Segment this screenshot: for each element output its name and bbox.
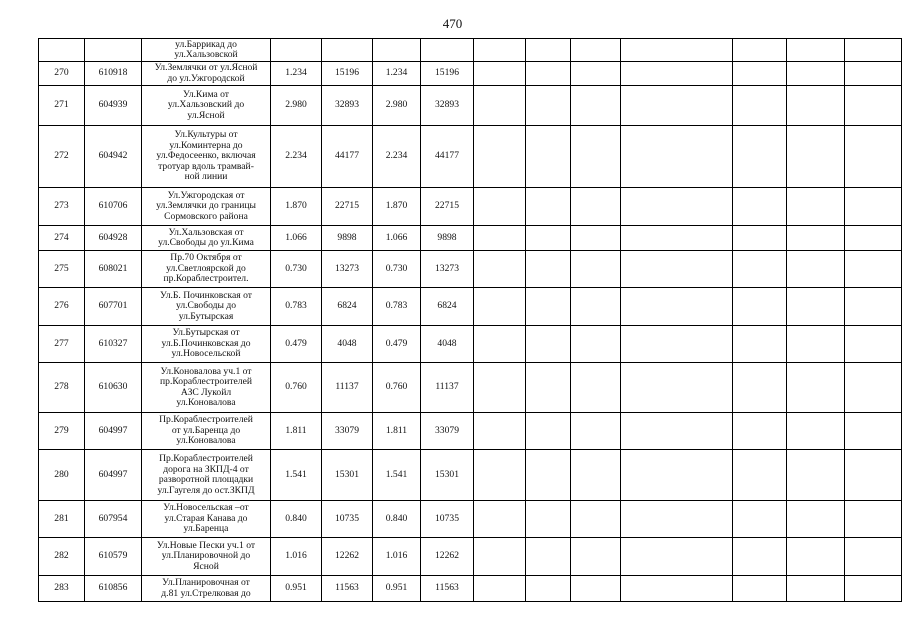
description-line: ул.Старая Канава до — [164, 512, 248, 524]
row-number-cell: 276 — [39, 288, 85, 326]
description-line: пр.Кораблестроител. — [163, 273, 249, 285]
value-cell: 13273 — [421, 251, 474, 288]
description-line: д.81 ул.Стрелковая до — [161, 587, 251, 599]
value-cell: 15196 — [322, 62, 373, 86]
table-row — [39, 363, 902, 413]
description-line: ул.Свободы до ул.Кима — [158, 237, 254, 248]
description-line: Ул.Землячки от ул.Ясной — [154, 62, 258, 73]
empty-cell — [526, 501, 571, 538]
empty-cell — [845, 576, 902, 602]
empty-cell — [571, 251, 621, 288]
page-number: 470 — [442, 16, 463, 31]
description-line: Ул.Хальзовская от — [168, 226, 244, 238]
value-cell: 22715 — [322, 188, 373, 226]
description-line: Сормовского района — [164, 210, 248, 222]
row-number-cell: 275 — [39, 251, 85, 288]
empty-cell — [733, 126, 787, 188]
empty-cell — [845, 62, 902, 86]
value-cell: 4048 — [421, 326, 474, 363]
description-line: Пр.Кораблестроителей — [159, 414, 253, 426]
object-code-cell: 608021 — [85, 251, 142, 288]
empty-cell — [474, 501, 526, 538]
object-code-cell: 604997 — [85, 450, 142, 501]
empty-cell — [787, 363, 845, 413]
empty-cell — [733, 251, 787, 288]
empty-cell — [621, 188, 733, 226]
row-number-cell: 283 — [39, 576, 85, 602]
empty-cell — [474, 39, 526, 62]
value-cell: 1.811 — [373, 413, 421, 450]
value-cell: 33079 — [322, 413, 373, 450]
empty-cell — [845, 126, 902, 188]
empty-cell — [733, 226, 787, 251]
row-number-cell: 272 — [39, 126, 85, 188]
value-cell: 11563 — [322, 576, 373, 602]
empty-cell — [845, 288, 902, 326]
empty-cell — [787, 538, 845, 576]
empty-cell — [845, 251, 902, 288]
object-code-cell: 604942 — [85, 126, 142, 188]
empty-cell — [733, 450, 787, 501]
empty-cell — [733, 413, 787, 450]
value-cell: 9898 — [322, 226, 373, 251]
value-cell: 44177 — [421, 126, 474, 188]
value-cell: 0.840 — [373, 501, 421, 538]
empty-cell — [571, 39, 621, 62]
empty-cell — [787, 326, 845, 363]
row-number-cell: 279 — [39, 413, 85, 450]
empty-cell — [571, 126, 621, 188]
table-row — [39, 538, 902, 576]
table-body — [39, 39, 902, 602]
empty-cell — [526, 363, 571, 413]
empty-cell — [787, 288, 845, 326]
empty-cell — [571, 326, 621, 363]
empty-cell — [733, 326, 787, 363]
empty-cell — [571, 501, 621, 538]
empty-cell — [845, 501, 902, 538]
empty-cell — [526, 538, 571, 576]
value-cell: 1.234 — [373, 62, 421, 86]
empty-cell — [526, 86, 571, 126]
empty-cell — [621, 226, 733, 251]
description-line: ул.Коновалова — [176, 397, 236, 408]
value-cell: 13273 — [322, 251, 373, 288]
description-line: ул.Землячки до границы — [156, 200, 256, 212]
empty-cell — [733, 288, 787, 326]
empty-cell — [621, 62, 733, 86]
empty-cell — [845, 450, 902, 501]
value-cell: 32893 — [322, 86, 373, 126]
value-cell: 32893 — [421, 86, 474, 126]
empty-cell — [787, 251, 845, 288]
empty-cell — [526, 226, 571, 251]
empty-cell — [733, 576, 787, 602]
empty-cell — [621, 251, 733, 288]
empty-cell — [787, 501, 845, 538]
value-cell: 11137 — [421, 363, 474, 413]
table-row — [39, 126, 902, 188]
empty-cell — [474, 363, 526, 413]
value-cell: 0.479 — [271, 326, 322, 363]
empty-cell — [787, 226, 845, 251]
value-cell: 1.541 — [373, 450, 421, 501]
value-cell: 12262 — [322, 538, 373, 576]
table-row — [39, 450, 902, 501]
empty-cell — [621, 538, 733, 576]
empty-cell — [621, 501, 733, 538]
empty-cell — [787, 39, 845, 62]
empty-cell — [787, 413, 845, 450]
value-cell — [271, 39, 322, 62]
empty-cell — [474, 226, 526, 251]
empty-cell — [571, 86, 621, 126]
value-cell: 6824 — [322, 288, 373, 326]
empty-cell — [571, 576, 621, 602]
table-row — [39, 288, 902, 326]
value-cell: 1.066 — [373, 226, 421, 251]
object-code-cell: 610706 — [85, 188, 142, 226]
object-code-cell: 610579 — [85, 538, 142, 576]
empty-cell — [621, 413, 733, 450]
value-cell: 0.760 — [373, 363, 421, 413]
empty-cell — [845, 86, 902, 126]
empty-cell — [733, 363, 787, 413]
empty-cell — [526, 326, 571, 363]
empty-cell — [787, 576, 845, 602]
empty-cell — [526, 450, 571, 501]
row-number-cell: 274 — [39, 226, 85, 251]
road-description-cell — [142, 501, 271, 538]
empty-cell — [787, 62, 845, 86]
road-description-cell — [142, 126, 271, 188]
empty-cell — [787, 450, 845, 501]
description-line: АЗС Лукойл — [180, 386, 232, 398]
empty-cell — [526, 62, 571, 86]
empty-cell — [571, 538, 621, 576]
description-line: Ул.Новые Пески уч.1 от — [156, 539, 256, 551]
row-number-cell: 277 — [39, 326, 85, 363]
description-line: ул.Свободы до — [175, 300, 237, 312]
value-cell: 9898 — [421, 226, 474, 251]
empty-cell — [474, 62, 526, 86]
table-row — [39, 39, 902, 62]
value-cell: 0.951 — [373, 576, 421, 602]
description-line: ул.Планировочной до — [161, 550, 251, 562]
description-line: ул.Светлоярской до — [166, 262, 246, 274]
description-line: Ул.Б. Починковская от — [160, 289, 252, 301]
empty-cell — [845, 413, 902, 450]
empty-cell — [526, 126, 571, 188]
road-description-cell — [142, 188, 271, 226]
row-number-cell: 273 — [39, 188, 85, 226]
table-row — [39, 501, 902, 538]
empty-cell — [845, 226, 902, 251]
value-cell: 33079 — [421, 413, 474, 450]
description-line: Пр.70 Октября от — [170, 252, 242, 264]
row-number-cell: 280 — [39, 450, 85, 501]
description-line: ул.Хальзовской — [174, 49, 238, 60]
object-code-cell — [85, 39, 142, 62]
empty-cell — [621, 450, 733, 501]
description-line: ул.Баренца — [183, 523, 229, 535]
road-description-cell — [142, 576, 271, 602]
value-cell: 1.870 — [271, 188, 322, 226]
value-cell: 15301 — [322, 450, 373, 501]
empty-cell — [787, 86, 845, 126]
object-code-cell: 604997 — [85, 413, 142, 450]
table-row — [39, 413, 902, 450]
description-line: ул.Бутырская — [178, 310, 234, 322]
empty-cell — [733, 62, 787, 86]
empty-cell — [571, 413, 621, 450]
row-number-cell: 282 — [39, 538, 85, 576]
empty-cell — [526, 576, 571, 602]
empty-cell — [474, 251, 526, 288]
row-number-cell — [39, 39, 85, 62]
value-cell — [322, 39, 373, 62]
description-line: ул.Новосельской — [171, 348, 241, 360]
empty-cell — [526, 39, 571, 62]
empty-cell — [733, 86, 787, 126]
row-number-cell: 271 — [39, 86, 85, 126]
value-cell: 10735 — [322, 501, 373, 538]
value-cell: 0.730 — [271, 251, 322, 288]
empty-cell — [474, 413, 526, 450]
object-code-cell: 604928 — [85, 226, 142, 251]
empty-cell — [474, 326, 526, 363]
table-row — [39, 326, 902, 363]
empty-cell — [621, 363, 733, 413]
table-row — [39, 62, 902, 86]
empty-cell — [787, 126, 845, 188]
object-code-cell: 610327 — [85, 326, 142, 363]
value-cell: 1.541 — [271, 450, 322, 501]
empty-cell — [845, 538, 902, 576]
description-line: ул.Коминтерна до — [169, 139, 243, 151]
row-number-cell: 278 — [39, 363, 85, 413]
table-row — [39, 251, 902, 288]
road-description-cell — [142, 450, 271, 501]
empty-cell — [621, 126, 733, 188]
value-cell: 0.479 — [373, 326, 421, 363]
road-description-cell — [142, 288, 271, 326]
description-line: Ул.Культуры от — [174, 129, 238, 141]
value-cell: 10735 — [421, 501, 474, 538]
table-row — [39, 576, 902, 602]
empty-cell — [733, 501, 787, 538]
value-cell: 44177 — [322, 126, 373, 188]
value-cell: 1.066 — [271, 226, 322, 251]
value-cell: 1.870 — [373, 188, 421, 226]
road-description-cell — [142, 251, 271, 288]
empty-cell — [621, 326, 733, 363]
description-line: ной линии — [184, 171, 228, 183]
row-number-cell: 270 — [39, 62, 85, 86]
empty-cell — [526, 413, 571, 450]
description-line: разворотной площадки — [158, 474, 254, 485]
empty-cell — [621, 39, 733, 62]
empty-cell — [621, 86, 733, 126]
empty-cell — [526, 188, 571, 226]
description-line: ул.Хальзовский до — [167, 99, 245, 111]
empty-cell — [733, 538, 787, 576]
description-line: ул.Коновалова — [176, 435, 236, 447]
empty-cell — [571, 226, 621, 251]
empty-cell — [474, 576, 526, 602]
road-description-cell — [142, 326, 271, 363]
empty-cell — [526, 288, 571, 326]
value-cell: 2.980 — [271, 86, 322, 126]
value-cell: 15196 — [421, 62, 474, 86]
value-cell — [421, 39, 474, 62]
description-line: Ул.Ужгородская от — [167, 189, 245, 201]
empty-cell — [474, 450, 526, 501]
object-code-cell: 610918 — [85, 62, 142, 86]
empty-cell — [571, 450, 621, 501]
empty-cell — [733, 188, 787, 226]
empty-cell — [474, 126, 526, 188]
value-cell: 0.951 — [271, 576, 322, 602]
road-description-cell — [142, 413, 271, 450]
object-code-cell: 610856 — [85, 576, 142, 602]
description-line: тротуар вдоль трамвай- — [158, 160, 254, 172]
description-line: Пр.Кораблестроителей — [159, 453, 253, 464]
empty-cell — [526, 251, 571, 288]
value-cell: 0.783 — [373, 288, 421, 326]
description-line: пр.Кораблестроителей — [160, 376, 252, 387]
value-cell: 1.811 — [271, 413, 322, 450]
description-line: ул.Б.Починковская до — [161, 337, 251, 349]
object-code-cell: 604939 — [85, 86, 142, 126]
road-description-cell — [142, 39, 271, 62]
empty-cell — [474, 86, 526, 126]
empty-cell — [621, 576, 733, 602]
object-code-cell: 607701 — [85, 288, 142, 326]
value-cell: 1.234 — [271, 62, 322, 86]
description-line: Ул.Бутырская от — [172, 327, 240, 339]
description-line: от ул.Баренца до — [171, 424, 241, 436]
value-cell: 11563 — [421, 576, 474, 602]
value-cell: 4048 — [322, 326, 373, 363]
value-cell: 2.234 — [271, 126, 322, 188]
empty-cell — [474, 288, 526, 326]
empty-cell — [571, 188, 621, 226]
empty-cell — [845, 39, 902, 62]
description-line: Ул.Кима от — [183, 88, 229, 100]
empty-cell — [787, 188, 845, 226]
description-line: ул.Ясной — [187, 109, 225, 121]
object-code-cell: 607954 — [85, 501, 142, 538]
empty-cell — [845, 363, 902, 413]
value-cell: 2.980 — [373, 86, 421, 126]
road-description-cell — [142, 62, 271, 86]
value-cell: 11137 — [322, 363, 373, 413]
road-description-cell — [142, 86, 271, 126]
empty-cell — [733, 39, 787, 62]
description-line: ул.Гаугеля до ост.ЗКПД — [157, 484, 255, 496]
value-cell: 1.016 — [373, 538, 421, 576]
value-cell: 12262 — [421, 538, 474, 576]
table-row — [39, 226, 902, 251]
value-cell: 2.234 — [373, 126, 421, 188]
table-row — [39, 188, 902, 226]
value-cell: 15301 — [421, 450, 474, 501]
description-line: Ул.Новосельская –от — [163, 502, 249, 514]
value-cell: 1.016 — [271, 538, 322, 576]
empty-cell — [845, 188, 902, 226]
description-line: до ул.Ужгородской — [167, 72, 245, 84]
empty-cell — [474, 538, 526, 576]
empty-cell — [571, 363, 621, 413]
description-line: Ул.Коновалова уч.1 от — [160, 365, 252, 377]
empty-cell — [571, 62, 621, 86]
description-line: дорога на ЗКПД-4 от — [163, 463, 249, 475]
empty-cell — [474, 188, 526, 226]
value-cell: 0.783 — [271, 288, 322, 326]
description-line: ул.Баррикад до — [175, 38, 237, 50]
value-cell: 0.730 — [373, 251, 421, 288]
empty-cell — [845, 326, 902, 363]
empty-cell — [621, 288, 733, 326]
road-description-cell — [142, 538, 271, 576]
description-line: Ул.Планировочная от — [162, 577, 250, 588]
value-cell: 0.760 — [271, 363, 322, 413]
value-cell: 0.840 — [271, 501, 322, 538]
road-description-cell — [142, 363, 271, 413]
table-row — [39, 86, 902, 126]
value-cell: 22715 — [421, 188, 474, 226]
description-line: ул.Федосеенко, включая — [156, 150, 256, 162]
value-cell: 6824 — [421, 288, 474, 326]
road-description-cell — [142, 226, 271, 251]
roads-table — [38, 38, 902, 602]
value-cell — [373, 39, 421, 62]
description-line: Ясной — [193, 560, 219, 572]
object-code-cell: 610630 — [85, 363, 142, 413]
empty-cell — [571, 288, 621, 326]
row-number-cell: 281 — [39, 501, 85, 538]
